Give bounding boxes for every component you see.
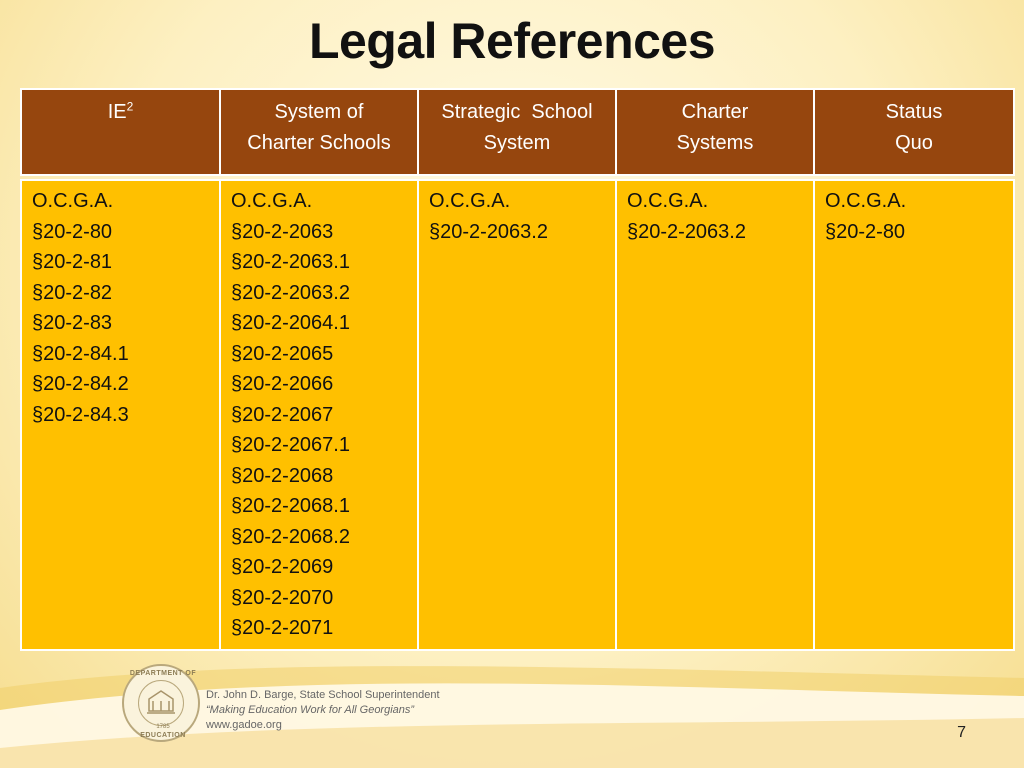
cell-charter-systems-references	[616, 180, 814, 650]
website-link[interactable]: www.gadoe.org	[206, 719, 282, 731]
reference-item: §20-2-2063	[231, 220, 334, 243]
reference-item: §20-2-80	[825, 220, 906, 243]
header-ie2	[21, 89, 220, 175]
page-number: 7	[957, 724, 966, 741]
header-status-quo	[814, 89, 1014, 175]
reference-item: §20-2-84.2	[32, 373, 129, 395]
header-strategic-school-system	[418, 89, 616, 175]
reference-item: O.C.G.A.	[32, 190, 114, 212]
header-line: Quo	[895, 132, 933, 154]
reference-item: §20-2-2068.1	[231, 495, 350, 517]
legal-references-table	[20, 88, 1015, 651]
reference-item: §20-2-84.1	[32, 342, 129, 365]
reference-item: O.C.G.A.	[231, 190, 313, 212]
cell-ie2-references	[21, 180, 220, 650]
reference-item: §20-2-2063.1	[231, 251, 350, 273]
slide-title: Legal References	[308, 13, 716, 69]
reference-item: §20-2-2068	[231, 464, 334, 487]
reference-item: §20-2-2063.2	[627, 220, 746, 243]
cell-system-of-charter-schools-references	[220, 180, 418, 650]
reference-item: §20-2-2067	[231, 403, 334, 426]
header-line: System	[483, 132, 551, 154]
reference-item: O.C.G.A.	[429, 190, 511, 212]
reference-item: O.C.G.A.	[627, 190, 709, 212]
motto: “Making Education Work for All Georgians”	[206, 704, 415, 716]
seal-emblem-icon	[138, 680, 184, 726]
reference-item: §20-2-82	[32, 281, 113, 304]
header-line: Systems	[676, 132, 754, 154]
header-ie2-label: IE	[107, 101, 127, 123]
reference-item: §20-2-83	[32, 312, 113, 334]
reference-item: §20-2-2063.2	[429, 220, 548, 243]
header-line: Charter	[681, 101, 749, 123]
reference-item: O.C.G.A.	[825, 190, 907, 212]
header-line: Status	[885, 101, 943, 123]
reference-item: §20-2-84.3	[32, 403, 129, 426]
reference-item: §20-2-80	[32, 220, 113, 243]
cell-strategic-school-system-references	[418, 180, 616, 650]
seal-top-text: DEPARTMENT OF	[129, 670, 197, 677]
seal-bottom-text: EDUCATION	[140, 732, 186, 739]
header-system-of-charter-schools	[220, 89, 418, 175]
reference-item: §20-2-81	[32, 251, 113, 273]
header-line: Charter Schools	[247, 132, 391, 154]
reference-item: §20-2-2071	[231, 617, 334, 639]
footer-info	[206, 688, 440, 733]
table-body-row	[21, 180, 1014, 650]
reference-item: §20-2-2067.1	[231, 434, 350, 456]
department-seal-logo	[122, 664, 200, 742]
table-header-row	[21, 89, 1014, 175]
seal-year: 1785	[156, 724, 170, 730]
header-line: Strategic School	[441, 101, 593, 123]
reference-item: §20-2-2064.1	[231, 312, 350, 334]
cell-status-quo-references	[814, 180, 1014, 650]
reference-item: §20-2-2063.2	[231, 281, 350, 304]
reference-item: §20-2-2070	[231, 586, 334, 609]
reference-item: §20-2-2068.2	[231, 525, 350, 548]
header-line: System of	[274, 101, 364, 123]
reference-item: §20-2-2066	[231, 373, 334, 395]
reference-item: §20-2-2065	[231, 342, 334, 365]
header-charter-systems	[616, 89, 814, 175]
superintendent-name: Dr. John D. Barge, State School Superintendent	[206, 689, 440, 701]
header-ie2-superscript: 2	[126, 99, 134, 114]
reference-item: §20-2-2069	[231, 556, 334, 578]
